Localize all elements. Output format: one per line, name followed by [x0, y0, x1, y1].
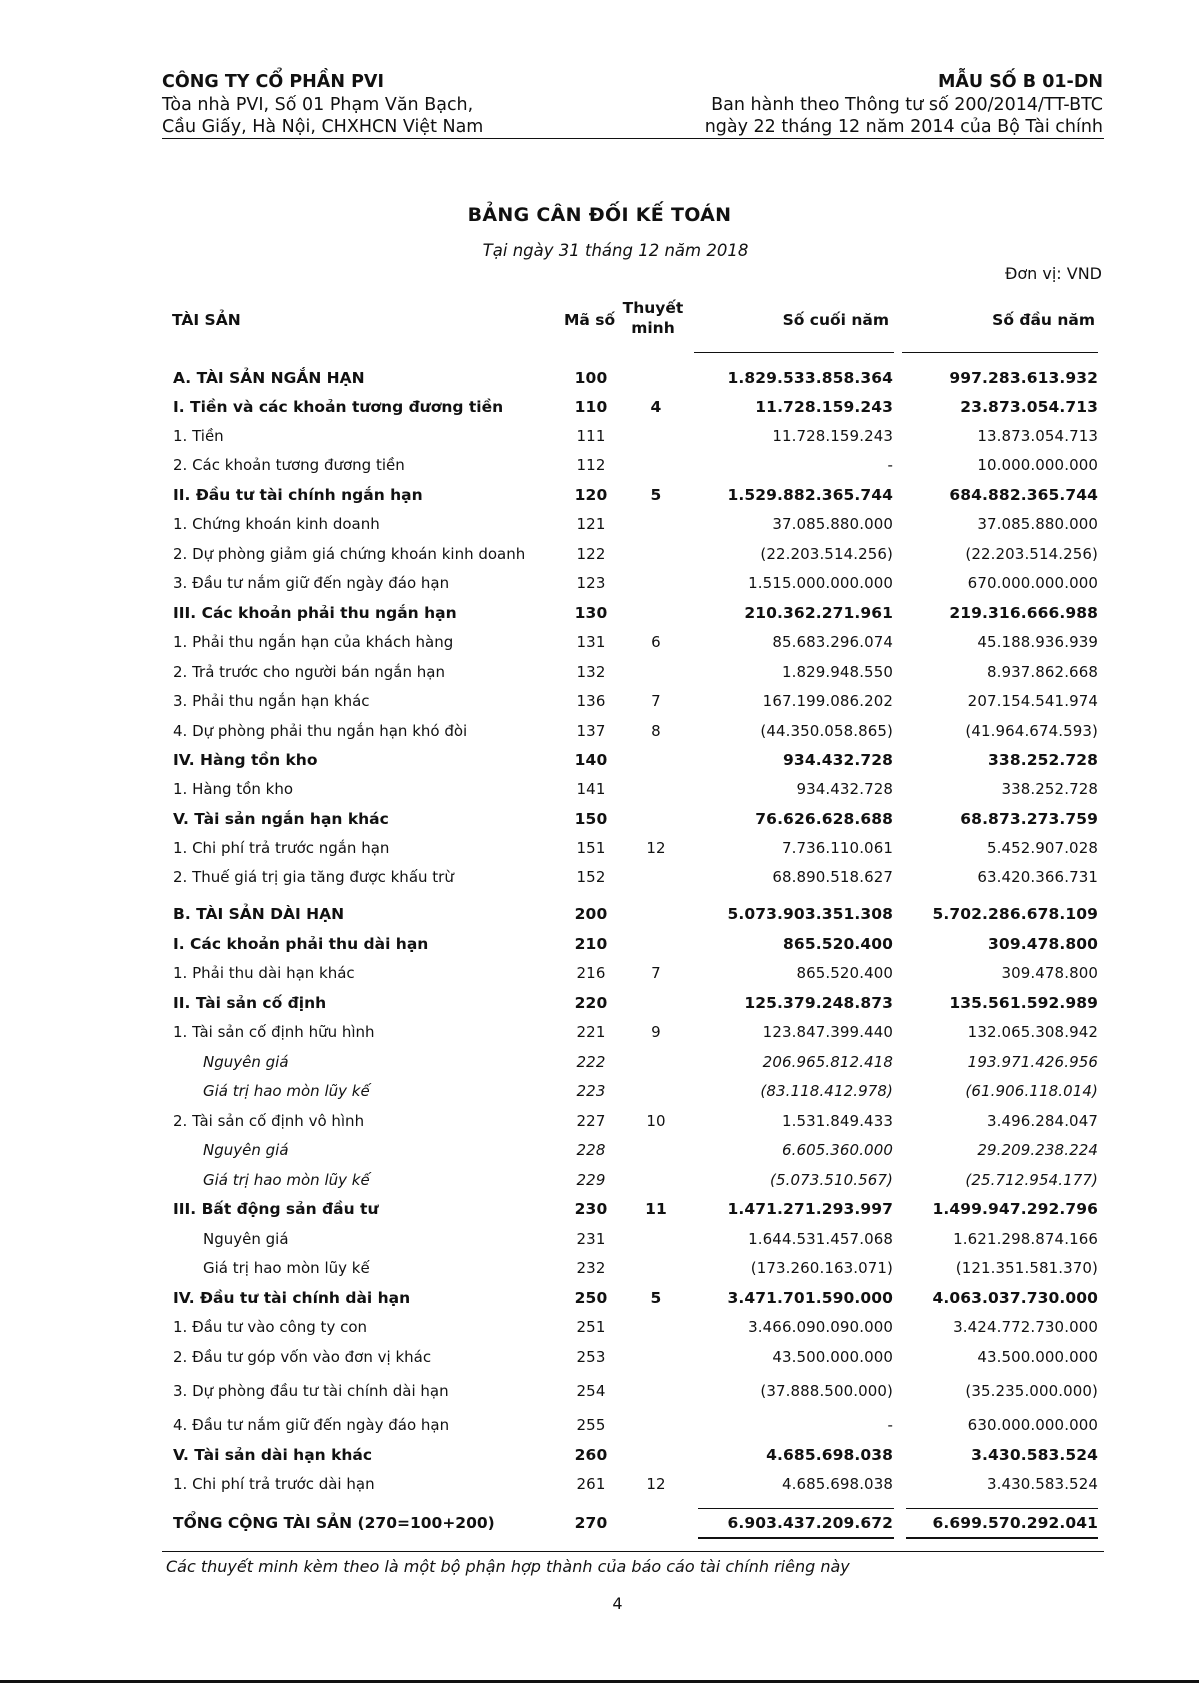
- report-date: Tại ngày 31 tháng 12 năm 2018: [482, 241, 749, 260]
- row-beginning-of-year: 23.873.054.713: [960, 398, 1098, 416]
- row-label: 4. Đầu tư nắm giữ đến ngày đáo hạn: [173, 1416, 450, 1434]
- row-label: Nguyên giá: [203, 1230, 289, 1248]
- row-code: 137: [576, 722, 606, 740]
- row-label: V. Tài sản dài hạn khác: [173, 1446, 373, 1464]
- row-code: 230: [574, 1200, 608, 1218]
- row-end-of-year: 1.471.271.293.997: [727, 1200, 893, 1218]
- row-code: 121: [576, 515, 606, 533]
- row-end-of-year: (83.118.412.978): [760, 1082, 893, 1100]
- row-label: I. Tiền và các khoản tương đương tiền: [173, 398, 504, 416]
- row-label: 1. Tiền: [173, 427, 224, 445]
- row-beginning-of-year: 29.209.238.224: [977, 1141, 1098, 1159]
- row-end-of-year: 5.073.903.351.308: [727, 905, 893, 923]
- row-note: 12: [646, 1475, 666, 1493]
- row-beginning-of-year: (61.906.118.014): [965, 1082, 1098, 1100]
- row-code: 231: [576, 1230, 606, 1248]
- table-row: [0, 964, 1199, 990]
- table-row: [0, 1475, 1199, 1501]
- row-code: 251: [576, 1318, 606, 1336]
- row-end-of-year: 3.466.090.090.000: [748, 1318, 893, 1336]
- report-title: BẢNG CÂN ĐỐI KẾ TOÁN: [467, 204, 732, 226]
- table-row: [0, 633, 1199, 659]
- row-label: III. Bất động sản đầu tư: [173, 1200, 379, 1218]
- row-label: 2. Dự phòng giảm giá chứng khoán kinh doanh: [173, 545, 526, 563]
- row-code: 136: [576, 692, 606, 710]
- total-rule-top-begin: [906, 1508, 1098, 1509]
- table-row: [0, 780, 1199, 806]
- row-label: 1. Phải thu dài hạn khác: [173, 964, 355, 982]
- row-code: 227: [576, 1112, 606, 1130]
- row-end-of-year: 37.085.880.000: [772, 515, 893, 533]
- row-code: 223: [576, 1082, 606, 1100]
- table-row: [0, 751, 1199, 777]
- row-code: 253: [576, 1348, 606, 1366]
- row-code: 250: [574, 1289, 608, 1307]
- row-end-of-year: 1.531.849.433: [781, 1112, 893, 1130]
- row-end-of-year: (22.203.514.256): [760, 545, 893, 563]
- company-address-line1: Tòa nhà PVI, Số 01 Phạm Văn Bạch,: [162, 95, 474, 115]
- row-end-of-year: 6.605.360.000: [781, 1141, 893, 1159]
- column-rule-beginning-of-year: [902, 352, 1098, 353]
- row-beginning-of-year: 63.420.366.731: [977, 868, 1098, 886]
- column-header-code: Mã số: [564, 311, 616, 329]
- row-beginning-of-year: 8.937.862.668: [986, 663, 1098, 681]
- row-code: 120: [574, 486, 608, 504]
- table-row: [0, 398, 1199, 424]
- row-beginning-of-year: 37.085.880.000: [977, 515, 1098, 533]
- form-code: MẪU SỐ B 01-DN: [937, 72, 1103, 92]
- row-beginning-of-year: 3.430.583.524: [971, 1446, 1098, 1464]
- table-row: [0, 935, 1199, 961]
- row-beginning-of-year: 135.561.592.989: [949, 994, 1098, 1012]
- row-label: 1. Phải thu ngắn hạn của khách hàng: [173, 633, 454, 651]
- table-row: [0, 692, 1199, 718]
- row-label: Nguyên giá: [203, 1141, 289, 1159]
- row-beginning-of-year: 45.188.936.939: [977, 633, 1098, 651]
- row-code: 141: [576, 780, 606, 798]
- row-note: 8: [651, 722, 661, 740]
- row-end-of-year: 3.471.701.590.000: [727, 1289, 893, 1307]
- row-note: 4: [650, 398, 662, 416]
- row-label: 1. Chứng khoán kinh doanh: [173, 515, 380, 533]
- row-code: 220: [574, 994, 608, 1012]
- row-beginning-of-year: (41.964.674.593): [965, 722, 1098, 740]
- row-beginning-of-year: 10.000.000.000: [977, 456, 1098, 474]
- row-label: 2. Đầu tư góp vốn vào đơn vị khác: [173, 1348, 432, 1366]
- row-label: 2. Các khoản tương đương tiền: [173, 456, 405, 474]
- row-code: 112: [576, 456, 606, 474]
- row-label: I. Các khoản phải thu dài hạn: [173, 935, 429, 953]
- row-end-of-year: -: [887, 1416, 893, 1434]
- row-code: 152: [576, 868, 606, 886]
- row-code: 122: [576, 545, 606, 563]
- currency-unit: Đơn vị: VND: [1004, 264, 1102, 283]
- row-label: 4. Dự phòng phải thu ngắn hạn khó đòi: [173, 722, 468, 740]
- row-code: 100: [574, 369, 608, 387]
- table-row: [0, 1141, 1199, 1167]
- row-beginning-of-year: 338.252.728: [1001, 780, 1098, 798]
- row-code: 222: [576, 1053, 606, 1071]
- row-code: 110: [574, 398, 608, 416]
- page-number: 4: [612, 1594, 623, 1613]
- row-code: 228: [576, 1141, 606, 1159]
- row-code: 111: [576, 427, 606, 445]
- table-row: [0, 1082, 1199, 1108]
- total-beginning-of-year: 6.699.570.292.041: [932, 1514, 1098, 1532]
- row-beginning-of-year: 132.065.308.942: [967, 1023, 1098, 1041]
- table-row: [0, 515, 1199, 541]
- row-code: 261: [576, 1475, 606, 1493]
- row-label: V. Tài sản ngắn hạn khác: [173, 810, 389, 828]
- row-beginning-of-year: 13.873.054.713: [977, 427, 1098, 445]
- table-row: [0, 868, 1199, 894]
- row-code: 221: [576, 1023, 606, 1041]
- row-label: 1. Chi phí trả trước dài hạn: [173, 1475, 375, 1493]
- row-label: Giá trị hao mòn lũy kế: [203, 1171, 370, 1189]
- total-label: TỔNG CỘNG TÀI SẢN (270=100+200): [173, 1514, 495, 1532]
- row-end-of-year: 934.432.728: [796, 780, 893, 798]
- row-beginning-of-year: 1.499.947.292.796: [932, 1200, 1098, 1218]
- company-name: CÔNG TY CỔ PHẦN PVI: [162, 72, 384, 92]
- row-note: 9: [651, 1023, 661, 1041]
- row-beginning-of-year: (25.712.954.177): [965, 1171, 1098, 1189]
- row-label: 1. Hàng tồn kho: [173, 780, 294, 798]
- table-row: [0, 604, 1199, 630]
- row-code: 254: [576, 1382, 606, 1400]
- table-row: [0, 1200, 1199, 1226]
- column-header-asset: TÀI SẢN: [172, 311, 241, 329]
- table-row: [0, 1318, 1199, 1344]
- row-beginning-of-year: 5.452.907.028: [986, 839, 1098, 857]
- row-label: A. TÀI SẢN NGẮN HẠN: [173, 369, 365, 387]
- footer-divider: [162, 1551, 1104, 1552]
- table-row: [0, 1259, 1199, 1285]
- row-code: 132: [576, 663, 606, 681]
- table-row: [0, 1446, 1199, 1472]
- row-end-of-year: 210.362.271.961: [744, 604, 893, 622]
- row-code: 150: [574, 810, 608, 828]
- column-header-beginning-of-year: Số đầu năm: [992, 311, 1095, 329]
- row-beginning-of-year: 4.063.037.730.000: [932, 1289, 1098, 1307]
- row-code: 232: [576, 1259, 606, 1277]
- row-end-of-year: 4.685.698.038: [766, 1446, 893, 1464]
- row-end-of-year: (44.350.058.865): [760, 722, 893, 740]
- table-row: [0, 1382, 1199, 1408]
- column-header-note: Thuyết minh: [622, 299, 684, 337]
- row-end-of-year: 123.847.399.440: [762, 1023, 893, 1041]
- row-beginning-of-year: 5.702.286.678.109: [932, 905, 1098, 923]
- column-header-end-of-year: Số cuối năm: [782, 311, 889, 329]
- row-end-of-year: 1.529.882.365.744: [727, 486, 893, 504]
- total-rule-bottom-begin: [906, 1537, 1098, 1539]
- row-note: 11: [645, 1200, 667, 1218]
- table-row: [0, 574, 1199, 600]
- column-rule-end-of-year: [694, 352, 894, 353]
- row-label: Giá trị hao mòn lũy kế: [203, 1259, 370, 1277]
- row-beginning-of-year: 3.496.284.047: [986, 1112, 1098, 1130]
- row-end-of-year: (37.888.500.000): [760, 1382, 893, 1400]
- row-label: III. Các khoản phải thu ngắn hạn: [173, 604, 457, 622]
- row-code: 216: [576, 964, 606, 982]
- row-end-of-year: 76.626.628.688: [755, 810, 893, 828]
- total-rule-top-end: [698, 1508, 894, 1509]
- table-row: [0, 1112, 1199, 1138]
- row-beginning-of-year: 997.283.613.932: [949, 369, 1098, 387]
- table-row: [0, 1023, 1199, 1049]
- row-code: 140: [574, 751, 608, 769]
- row-beginning-of-year: (121.351.581.370): [955, 1259, 1098, 1277]
- row-end-of-year: 11.728.159.243: [755, 398, 893, 416]
- row-beginning-of-year: 630.000.000.000: [967, 1416, 1098, 1434]
- row-end-of-year: 11.728.159.243: [772, 427, 893, 445]
- row-end-of-year: 865.520.400: [796, 964, 893, 982]
- regulation-line1: Ban hành theo Thông tư số 200/2014/TT-BTC: [711, 95, 1103, 115]
- row-beginning-of-year: 338.252.728: [988, 751, 1098, 769]
- table-row: [0, 810, 1199, 836]
- table-row: [0, 1053, 1199, 1079]
- row-label: 3. Đầu tư nắm giữ đến ngày đáo hạn: [173, 574, 450, 592]
- row-note: 5: [650, 486, 662, 504]
- row-end-of-year: -: [887, 456, 893, 474]
- row-beginning-of-year: (22.203.514.256): [965, 545, 1098, 563]
- row-label: IV. Hàng tồn kho: [173, 751, 318, 769]
- row-label: B. TÀI SẢN DÀI HẠN: [173, 905, 345, 923]
- row-beginning-of-year: 670.000.000.000: [967, 574, 1098, 592]
- total-code: 270: [574, 1514, 608, 1532]
- row-code: 260: [574, 1446, 608, 1464]
- total-rule-bottom-end: [698, 1537, 894, 1539]
- row-code: 255: [576, 1416, 606, 1434]
- row-label: 1. Chi phí trả trước ngắn hạn: [173, 839, 390, 857]
- row-label: IV. Đầu tư tài chính dài hạn: [173, 1289, 411, 1307]
- row-end-of-year: 4.685.698.038: [781, 1475, 893, 1493]
- row-note: 7: [651, 692, 661, 710]
- table-row: [0, 839, 1199, 865]
- table-row: [0, 1416, 1199, 1442]
- table-row: [0, 1348, 1199, 1374]
- row-label: II. Tài sản cố định: [173, 994, 327, 1012]
- row-label: 1. Đầu tư vào công ty con: [173, 1318, 368, 1336]
- row-beginning-of-year: 309.478.800: [1001, 964, 1098, 982]
- row-note: 12: [646, 839, 666, 857]
- row-beginning-of-year: 68.873.273.759: [960, 810, 1098, 828]
- table-row: [0, 663, 1199, 689]
- table-row: [0, 369, 1199, 395]
- row-beginning-of-year: 43.500.000.000: [977, 1348, 1098, 1366]
- row-beginning-of-year: 3.424.772.730.000: [953, 1318, 1098, 1336]
- table-row: [0, 545, 1199, 571]
- row-label: 3. Phải thu ngắn hạn khác: [173, 692, 370, 710]
- row-end-of-year: 85.683.296.074: [772, 633, 893, 651]
- row-label: 2. Tài sản cố định vô hình: [173, 1112, 365, 1130]
- row-beginning-of-year: 684.882.365.744: [949, 486, 1098, 504]
- row-note: 6: [651, 633, 661, 651]
- row-code: 131: [576, 633, 606, 651]
- row-end-of-year: 1.829.948.550: [781, 663, 893, 681]
- row-beginning-of-year: 1.621.298.874.166: [953, 1230, 1098, 1248]
- row-end-of-year: 934.432.728: [783, 751, 893, 769]
- row-end-of-year: 43.500.000.000: [772, 1348, 893, 1366]
- row-beginning-of-year: (35.235.000.000): [965, 1382, 1098, 1400]
- row-code: 229: [576, 1171, 606, 1189]
- table-row: [0, 722, 1199, 748]
- row-beginning-of-year: 309.478.800: [988, 935, 1098, 953]
- row-end-of-year: 206.965.812.418: [762, 1053, 893, 1071]
- row-end-of-year: 1.829.533.858.364: [727, 369, 893, 387]
- row-note: 7: [651, 964, 661, 982]
- row-code: 123: [576, 574, 606, 592]
- table-row: [0, 994, 1199, 1020]
- row-end-of-year: 1.515.000.000.000: [748, 574, 893, 592]
- total-end-of-year: 6.903.437.209.672: [727, 1514, 893, 1532]
- regulation-line2: ngày 22 tháng 12 năm 2014 của Bộ Tài chính: [704, 117, 1103, 137]
- company-address-line2: Cầu Giấy, Hà Nội, CHXHCN Việt Nam: [162, 117, 484, 137]
- row-beginning-of-year: 3.430.583.524: [986, 1475, 1098, 1493]
- row-end-of-year: 125.379.248.873: [744, 994, 893, 1012]
- row-end-of-year: 865.520.400: [783, 935, 893, 953]
- row-code: 151: [576, 839, 606, 857]
- table-row: [0, 1171, 1199, 1197]
- row-label: 1. Tài sản cố định hữu hình: [173, 1023, 375, 1041]
- row-label: 3. Dự phòng đầu tư tài chính dài hạn: [173, 1382, 449, 1400]
- row-end-of-year: 1.644.531.457.068: [748, 1230, 893, 1248]
- row-end-of-year: 68.890.518.627: [772, 868, 893, 886]
- table-row: [0, 1230, 1199, 1256]
- row-label: 2. Thuế giá trị gia tăng được khấu trừ: [173, 868, 454, 886]
- table-row: [0, 905, 1199, 931]
- row-code: 130: [574, 604, 608, 622]
- row-end-of-year: 167.199.086.202: [762, 692, 893, 710]
- row-beginning-of-year: 207.154.541.974: [967, 692, 1098, 710]
- footer-note: Các thuyết minh kèm theo là một bộ phận hợp thành của báo cáo tài chính riêng này: [166, 1557, 850, 1576]
- row-note: 10: [646, 1112, 666, 1130]
- header-divider: [162, 138, 1104, 139]
- row-end-of-year: 7.736.110.061: [781, 839, 893, 857]
- row-label: II. Đầu tư tài chính ngắn hạn: [173, 486, 423, 504]
- row-code: 200: [574, 905, 608, 923]
- table-row: [0, 1289, 1199, 1315]
- row-label: Nguyên giá: [203, 1053, 289, 1071]
- row-end-of-year: (173.260.163.071): [750, 1259, 893, 1277]
- row-beginning-of-year: 193.971.426.956: [967, 1053, 1098, 1071]
- table-row: [0, 427, 1199, 453]
- row-code: 210: [574, 935, 608, 953]
- row-label: 2. Trả trước cho người bán ngắn hạn: [173, 663, 445, 681]
- row-note: 5: [650, 1289, 662, 1307]
- table-row: [0, 486, 1199, 512]
- row-beginning-of-year: 219.316.666.988: [949, 604, 1098, 622]
- row-end-of-year: (5.073.510.567): [770, 1171, 893, 1189]
- row-label: Giá trị hao mòn lũy kế: [203, 1082, 370, 1100]
- table-row: [0, 456, 1199, 482]
